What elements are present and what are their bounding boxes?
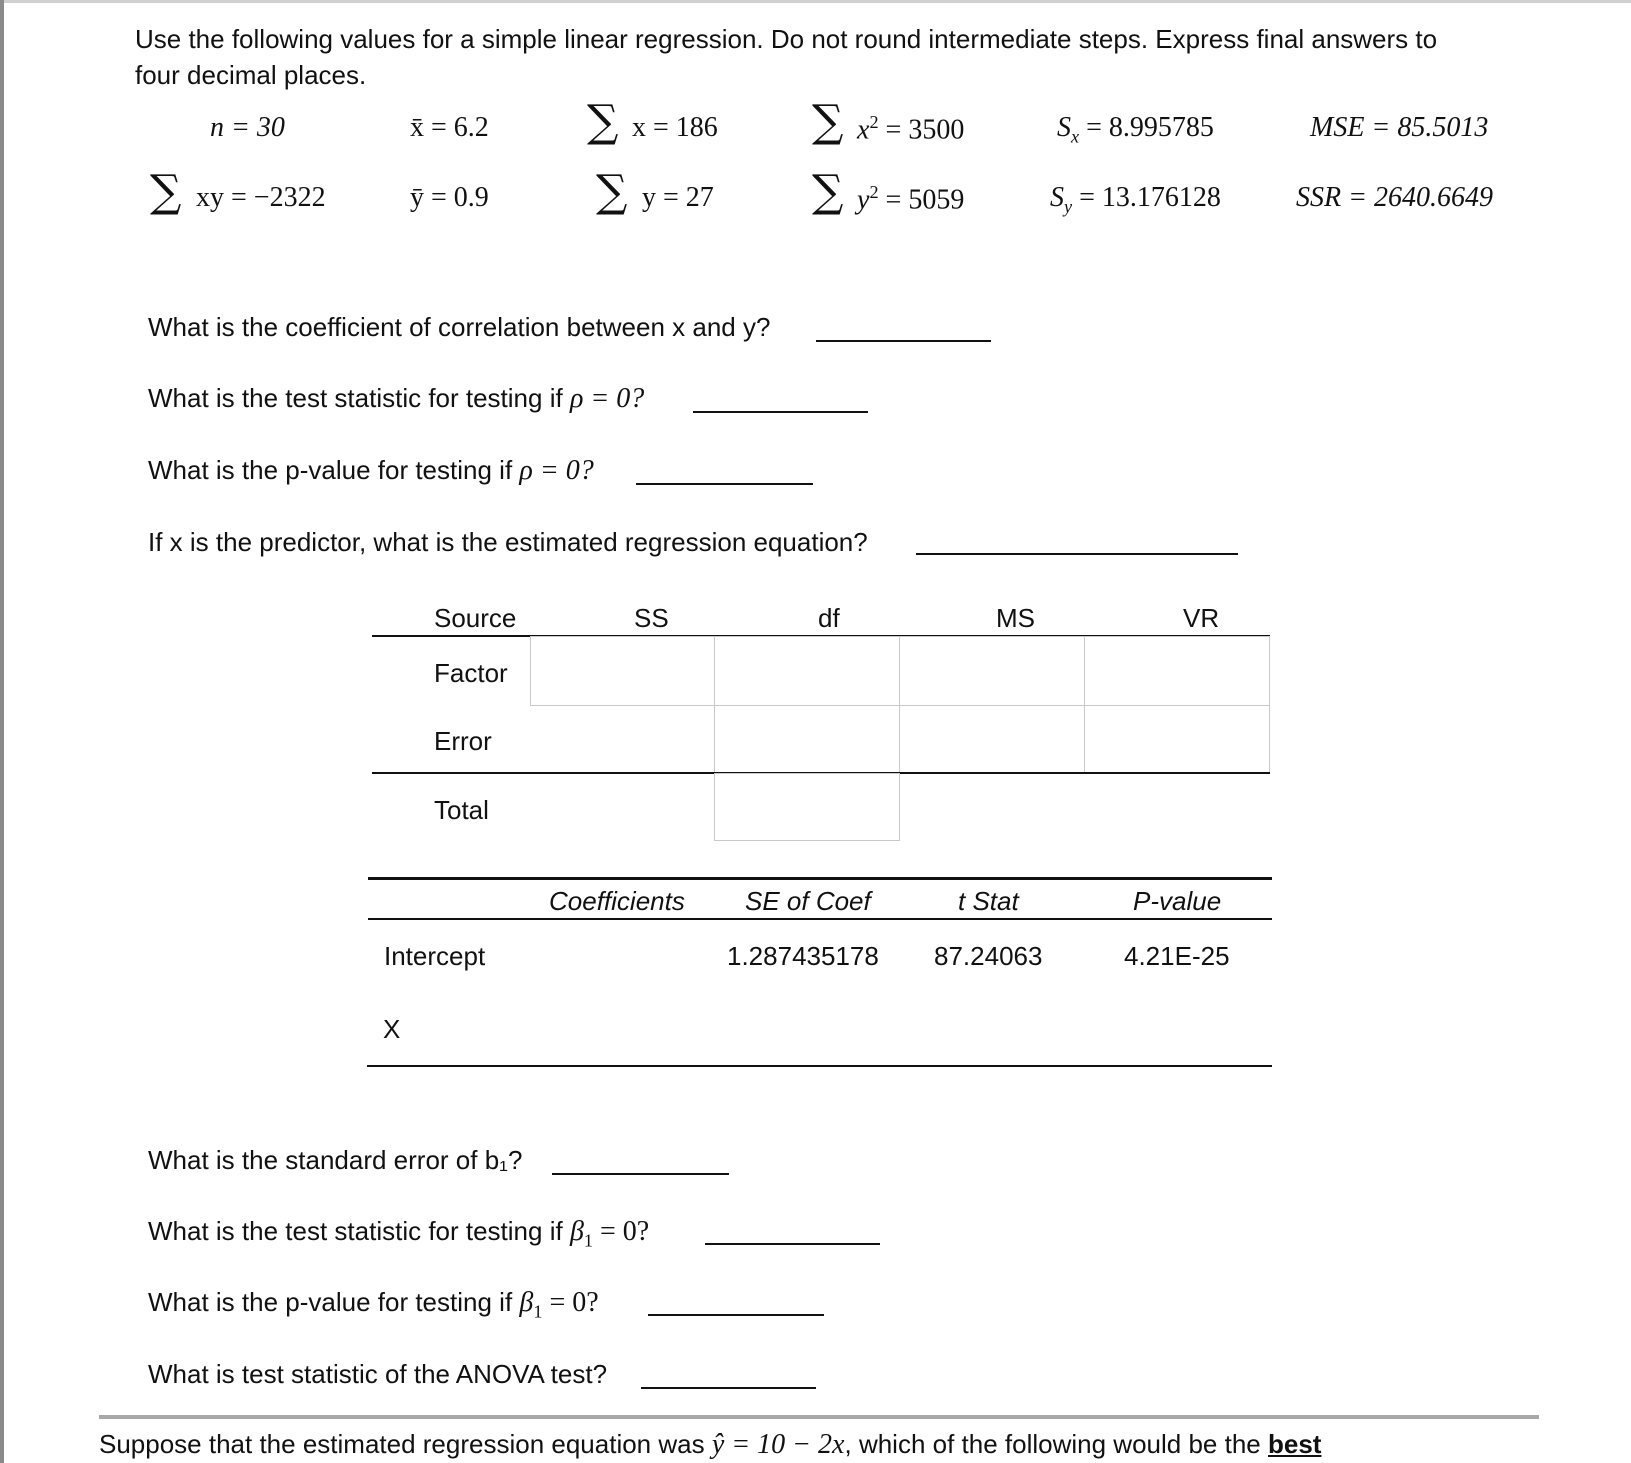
anova-cell-factor-ms[interactable] (899, 636, 1085, 706)
anova-cell-error-df[interactable] (714, 705, 900, 773)
sigma-icon: ∑ (812, 96, 844, 147)
coef-header-coefficients: Coefficients (549, 886, 685, 916)
given-sum-y2: $y^2 = 5059$ (857, 182, 965, 216)
answer-blank-anova-test-stat[interactable] (641, 1387, 816, 1389)
anova-cell-factor-ss[interactable] (530, 636, 715, 706)
anova-cell-error-vr[interactable] (1084, 705, 1270, 773)
anova-header-source: Source (434, 603, 517, 633)
anova-header-ms: MS (996, 603, 1035, 633)
anova-cell-factor-vr[interactable] (1084, 636, 1270, 706)
coef-header-tstat: t Stat (958, 886, 1019, 916)
coef-x-label: X (383, 1014, 401, 1044)
answer-blank-standard-error-b1[interactable] (552, 1173, 729, 1175)
coef-table-bottom-rule (367, 1065, 1272, 1067)
question-test-stat-beta: What is the test statistic for testing if $\beta_1 = 0$? (148, 1216, 650, 1251)
given-mse: MSE = 85.5013 (1310, 112, 1489, 143)
question-test-stat-rho: What is the test statistic for testing if ρ = 0? (148, 383, 645, 414)
given-sy: $S_y = 13.176128$ (1050, 182, 1221, 217)
question-pvalue-beta: What is the p-value for testing if $\beta_1 = 0$? (148, 1287, 599, 1322)
question-correlation: What is the coefficient of correlation between x and y? (148, 312, 771, 342)
anova-row-error: Error (434, 726, 492, 756)
sigma-icon: ∑ (812, 166, 844, 217)
answer-blank-correlation[interactable] (816, 340, 991, 342)
answer-blank-pvalue-rho[interactable] (636, 483, 813, 485)
answer-blank-test-stat-rho[interactable] (693, 411, 868, 413)
coef-intercept-label: Intercept (384, 941, 486, 971)
coef-header-se: SE of Coef (745, 886, 871, 916)
instructions-line-2: four decimal places. (135, 60, 367, 90)
answer-blank-test-stat-beta[interactable] (705, 1243, 880, 1245)
given-sum-xy: xy = −2322 (196, 182, 326, 213)
question-regression-equation: If x is the predictor, what is the estimated regression equation? (148, 527, 868, 557)
anova-row-total: Total (434, 795, 489, 825)
question-pvalue-rho: What is the p-value for testing if ρ = 0? (148, 455, 594, 486)
given-sum-y: y = 27 (642, 182, 714, 213)
coef-intercept-se: 1.287435178 (727, 941, 879, 971)
coef-table-top-rule (368, 877, 1272, 880)
page-left-border (0, 0, 4, 1463)
question-anova-test-stat: What is test statistic of the ANOVA test? (148, 1359, 608, 1389)
anova-header-vr: VR (1183, 603, 1220, 633)
given-sum-x2: $x^2 = 3500$ (857, 112, 965, 146)
anova-header-df: df (818, 603, 840, 633)
sigma-icon: ∑ (596, 166, 628, 217)
given-ssr: SSR = 2640.6649 (1296, 182, 1493, 213)
given-xbar: x̄ = 6.2 (410, 112, 489, 143)
footer-question: Suppose that the estimated regression equation was ŷ = 10 − 2x, which of the following would be the best (99, 1429, 1322, 1460)
instructions-line-1: Use the following values for a simple linear regression. Do not round intermediate steps. Express final answers to (135, 24, 1438, 54)
given-sum-x: x = 186 (632, 112, 718, 143)
answer-blank-pvalue-beta[interactable] (648, 1314, 824, 1316)
section-divider (99, 1415, 1539, 1419)
coef-intercept-tstat: 87.24063 (934, 941, 1043, 971)
sigma-icon: ∑ (587, 96, 619, 147)
given-ybar: ȳ = 0.9 (410, 182, 489, 213)
given-n: n = 30 (210, 112, 285, 143)
anova-header-ss: SS (634, 603, 669, 633)
answer-blank-regression-equation[interactable] (916, 553, 1238, 555)
anova-cell-total-df[interactable] (714, 773, 900, 841)
anova-cell-factor-df[interactable] (714, 636, 900, 706)
coef-intercept-pvalue: 4.21E-25 (1124, 941, 1230, 971)
page-top-border (0, 0, 1631, 3)
coef-header-pvalue: P-value (1133, 886, 1222, 916)
question-standard-error-b1: What is the standard error of b₁? (148, 1145, 523, 1175)
given-sx: $S_x = 8.995785$ (1057, 112, 1214, 147)
coef-header-rule (368, 918, 1272, 920)
sigma-icon: ∑ (150, 166, 182, 217)
anova-cell-error-ms[interactable] (899, 705, 1085, 773)
anova-row-factor: Factor (434, 658, 508, 688)
